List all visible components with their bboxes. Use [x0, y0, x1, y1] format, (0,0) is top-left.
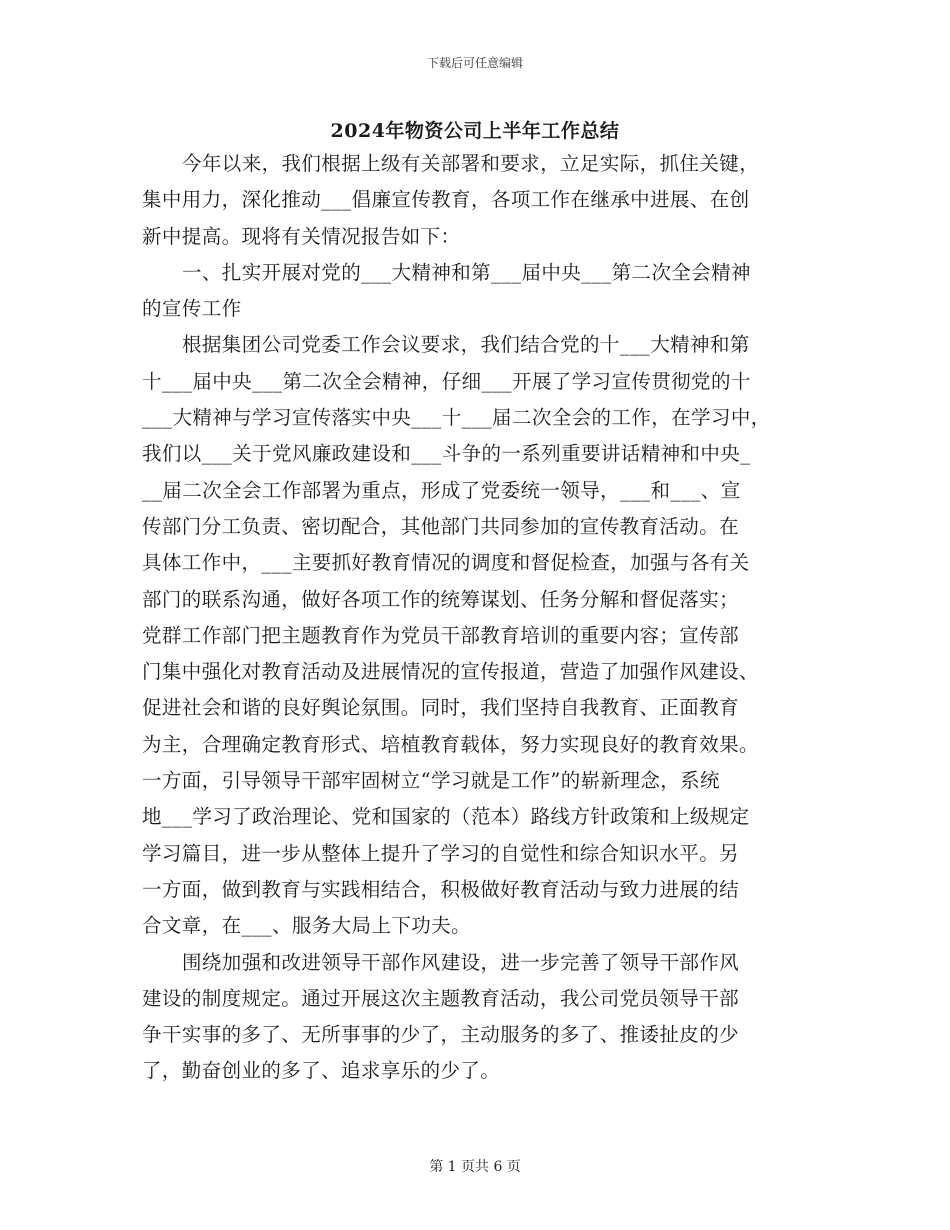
paragraph-line: 我们以___关于党风廉政建设和___斗争的一系列重要讲话精神和中央_ — [142, 442, 751, 466]
paragraph-line: 集中用力，深化推动___倡廉宣传教育，各项工作在继承中进展、在创 — [142, 188, 750, 212]
paragraph-line: 地___学习了政治理论、党和国家的（范本）路线方针政策和上级规定 — [142, 805, 750, 829]
section-heading-line: 一、扎实开展对党的___大精神和第___届中央___第二次全会精神 — [182, 260, 751, 284]
paragraph-line: 传部门分工负责、密切配合，其他部门共同参加的宣传教育活动。在 — [142, 514, 740, 538]
paragraph-line: 党群工作部门把主题教育作为党员干部教育培训的重要内容；宣传部 — [142, 623, 740, 647]
document-title: 2024年物资公司上半年工作总结 — [330, 120, 620, 142]
section-heading-line: 的宣传工作 — [142, 297, 242, 321]
paragraph-line: ___大精神与学习宣传落实中央___十___届二次全会的工作，在学习中， — [142, 406, 771, 430]
paragraph-line: 今年以来，我们根据上级有关部署和要求，立足实际，抓住关键， — [182, 152, 760, 175]
paragraph-line: 根据集团公司党委工作会议要求，我们结合党的十___大精神和第 — [182, 333, 750, 357]
paragraph-line: 建设的制度规定。通过开展这次主题教育活动，我公司党员领导干部 — [142, 986, 740, 1010]
paragraph-line: 了，勤奋创业的多了、追求享乐的少了。 — [142, 1059, 501, 1083]
paragraph-line: 争干实事的多了、无所事事的少了，主动服务的多了、推诿扯皮的少 — [142, 1023, 740, 1047]
paragraph-line: 一方面，做到教育与实践相结合，积极做好教育活动与致力进展的结 — [142, 877, 740, 901]
paragraph-line: 具体工作中，___主要抓好教育情况的调度和督促检查，加强与各有关 — [142, 551, 750, 575]
paragraph-line: 学习篇目，进一步从整体上提升了学习的自觉性和综合知识水平。另 — [142, 841, 740, 865]
paragraph-line: __届二次全会工作部署为重点，形成了党委统一领导，___和___、宣 — [142, 478, 741, 502]
paragraph-line: 为主，合理确定教育形式、培植教育载体，努力实现良好的教育效果。 — [142, 732, 759, 756]
page-number: 第 1 页共 6 页 — [429, 1159, 521, 1175]
paragraph-line: 新中提高。现将有关情况报告如下： — [142, 224, 461, 248]
paragraph-line: 围绕加强和改进领导干部作风建设，进一步完善了领导干部作风 — [182, 950, 740, 974]
paragraph-line: 十___届中央___第二次全会精神，仔细___开展了学习宣传贯彻党的十 — [142, 369, 751, 393]
paragraph-line: 门集中强化对教育活动及进展情况的宣传报道，营造了加强作风建设、 — [142, 660, 759, 684]
paragraph-line: 促进社会和谐的良好舆论氛围。同时，我们坚持自我教育、正面教育 — [142, 696, 740, 720]
header-note: 下载后可任意编辑 — [426, 56, 523, 70]
paragraph-line: 一方面，引导领导干部牢固树立“学习就是工作”的崭新理念，系统 — [142, 769, 720, 793]
paragraph-line: 合文章，在___、服务大局上下功夫。 — [142, 914, 471, 938]
document-body — [142, 146, 810, 1090]
paragraph-line: 部门的联系沟通，做好各项工作的统筹谋划、任务分解和督促落实； — [142, 587, 740, 611]
